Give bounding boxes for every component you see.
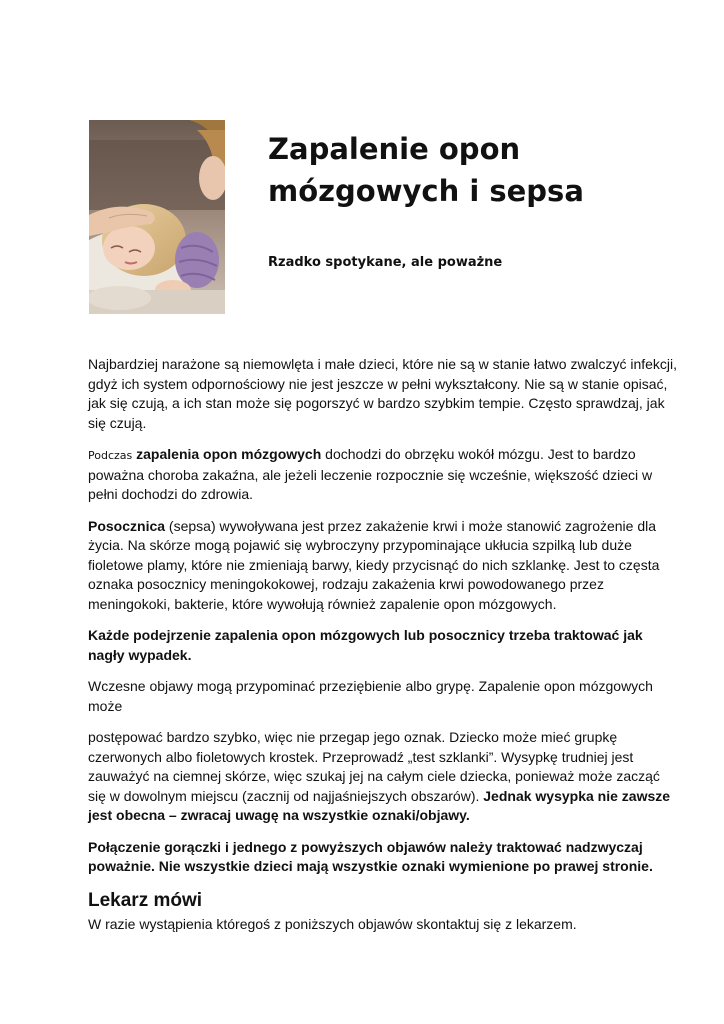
paragraph-fever-warning [88, 838, 678, 877]
sepsis-term: Posocznica [88, 517, 166, 534]
article-body [88, 355, 678, 946]
paragraph-lead-word: Podczas [88, 449, 133, 462]
rash-description: postępować bardzo szybko, więc nie przegap jego oznak. Dziecko może mieć grupkę czerwonych albo fioletowych krostek. Przeprowadź „test szklanki”. Wysypkę trudniej jest zauważyć na ciemnej skórze, więc szukaj jej na całym ciele dziecka, ponieważ może zacząć się w dowolnym miejscu (zacznij od najjaśniejszych obszarów). [88, 729, 660, 804]
child-photo [89, 120, 225, 314]
child-photo-illustration [89, 120, 225, 314]
paragraph-risk-groups: Najbardziej narażone są niemowlęta i małe dzieci, które nie są w stanie łatwo zwalczyć infekcji, gdyż ich system odpornościowy nie jest jeszcze w pełni wykształcony. Nie są w stanie opisać, jak się czują, a ich stan może się pogorszyć w bardzo szybkim tempie. Często sprawdzaj, jak się czują. [88, 356, 678, 431]
page-subtitle: Rzadko spotykane, ale poważne [268, 255, 503, 270]
meningitis-term: zapalenia opon mózgowych [136, 446, 322, 462]
sepsis-description: (sepsa) wywoływana jest przez zakażenie krwi i może stanowić zagrożenie dla życia. Na skórze mogą pojawić się wybroczyny przypominające ukłucia szpilką lub duże fioletowe plamy, które nie zmieniają barwy, kiedy przycisnąć do nich szklankę. Jest to częsta oznaka posocznicy meningokokowej, rodzaju zakażenia krwi powodowanego przez meningokoki, bakterie, które wywołują również zapalenie opon mózgowych. [88, 517, 660, 612]
paragraph-meningitis [88, 445, 678, 505]
emergency-warning-text: Każde podejrzenie zapalenia opon mózgowych lub posocznicy trzeba traktować jak nagły wypadek. [88, 627, 643, 663]
paragraph-emergency-warning [88, 626, 678, 665]
doctor-section-text: W razie wystąpienia któregoś z poniższych objawów skontaktuj się z lekarzem. [88, 915, 577, 932]
paragraph-early-symptoms: Wczesne objawy mogą przypominać przeziębienie albo grypę. Zapalenie opon mózgowych może [88, 678, 653, 714]
page-title: Zapalenie opon mózgowych i sepsa [268, 132, 584, 208]
meningitis-description: dochodzi do obrzęku wokół mózgu. Jest to bardzo poważna choroba zakaźna, ale jeżeli leczenie rozpocznie się wcześnie, większość dzieci w pełni dochodzi do zdrowia. [88, 446, 653, 502]
paragraph-rash [88, 728, 678, 826]
doctor-section-heading: Lekarz mówi [88, 889, 203, 911]
rash-warning: Jednak wysypka nie zawsze jest obecna – zwracaj uwagę na wszystkie oznaki/objawy. [88, 787, 671, 823]
paragraph-sepsis [88, 517, 678, 615]
fever-warning-text: Połączenie gorączki i jednego z powyższych objawów należy traktować nadzwyczaj poważnie. Nie wszystkie dzieci mają wszystkie oznaki wymienione po prawej stronie. [88, 838, 653, 874]
